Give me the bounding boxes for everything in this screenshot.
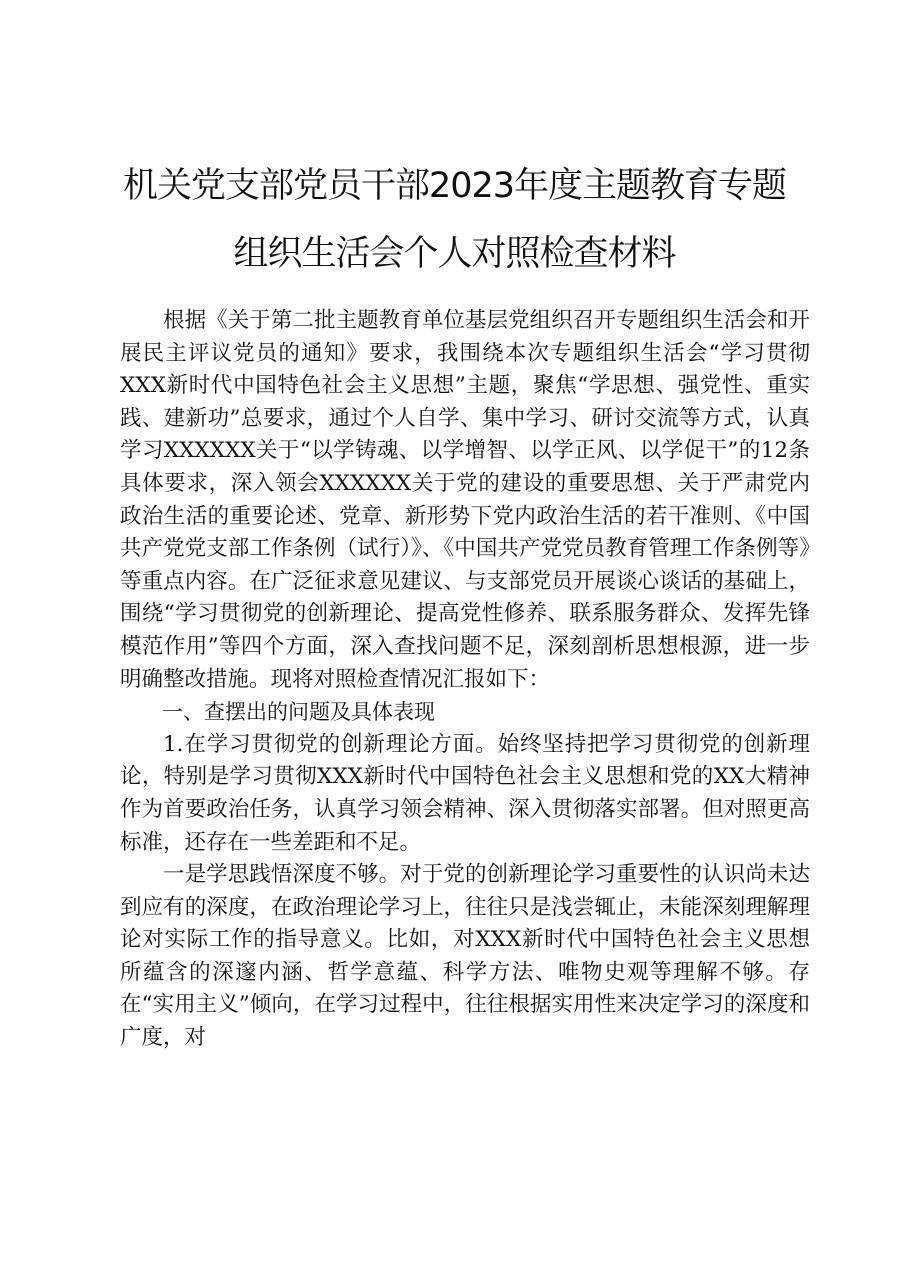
item-1-paragraph: 1.在学习贯彻党的创新理论方面。始终坚持把学习贯彻党的创新理论，特别是学习贯彻XXX新时代中国特色社会主义思想和党的XX大精神作为首要政治任务，认真学习领会精神、深入贯彻落实部署。但对照更高标准，还存在一些差距和不足。 (120, 731, 810, 855)
title-line-1: 机关党支部党员干部2023年度主题教育专题 (122, 166, 787, 206)
point-1-paragraph: 一是学思践悟深度不够。对于党的创新理论学习重要性的认识尚未达到应有的深度，在政治理论学习上，往往只是浅尝辄止，未能深刻理解理论对实际工作的指导意义。比如，对XXX新时代中国特色社会主义思想所蕴含的深邃内涵、哲学意蕴、科学方法、唯物史观等理解不够。存在“实用主义”倾向，在学习过程中，往往根据实用性来决定学习的深度和广度，对 (120, 862, 810, 1051)
intro-paragraph: 根据《关于第二批主题教育单位基层党组织召开专题组织生活会和开展民主评议党员的通知》要求，我围绕本次专题组织生活会“学习贯彻XXX新时代中国特色社会主义思想”主题，聚焦“学思想、强党性、重实践、建新功”总要求，通过个人自学、集中学习、研讨交流等方式，认真学习XXXXXX关于“以学铸魂、以学增智、以学正风、以学促干”的12条具体要求，深入领会XXXXXX关于党的建设的重要思想、关于严肃党内政治生活的重要论述、党章、新形势下党内政治生活的若干准则、《中国共产党党支部工作条例（试行）》、《中国共产党党员教育管理工作条例等》等重点内容。在广泛征求意见建议、与支部党员开展谈心谈话的基础上，围绕“学习贯彻党的创新理论、提高党性修养、联系服务群众、发挥先锋模范作用”等四个方面，深入查找问题不足，深刻剖析思想根源，进一步明确整改措施。现将对照检查情况汇报如下： (120, 308, 810, 692)
title-line-2: 组织生活会个人对照检查材料 (233, 234, 676, 274)
document-body (120, 305, 810, 1055)
section-heading: 一、查摆出的问题及具体表现 (162, 700, 435, 725)
document-title (60, 152, 849, 288)
